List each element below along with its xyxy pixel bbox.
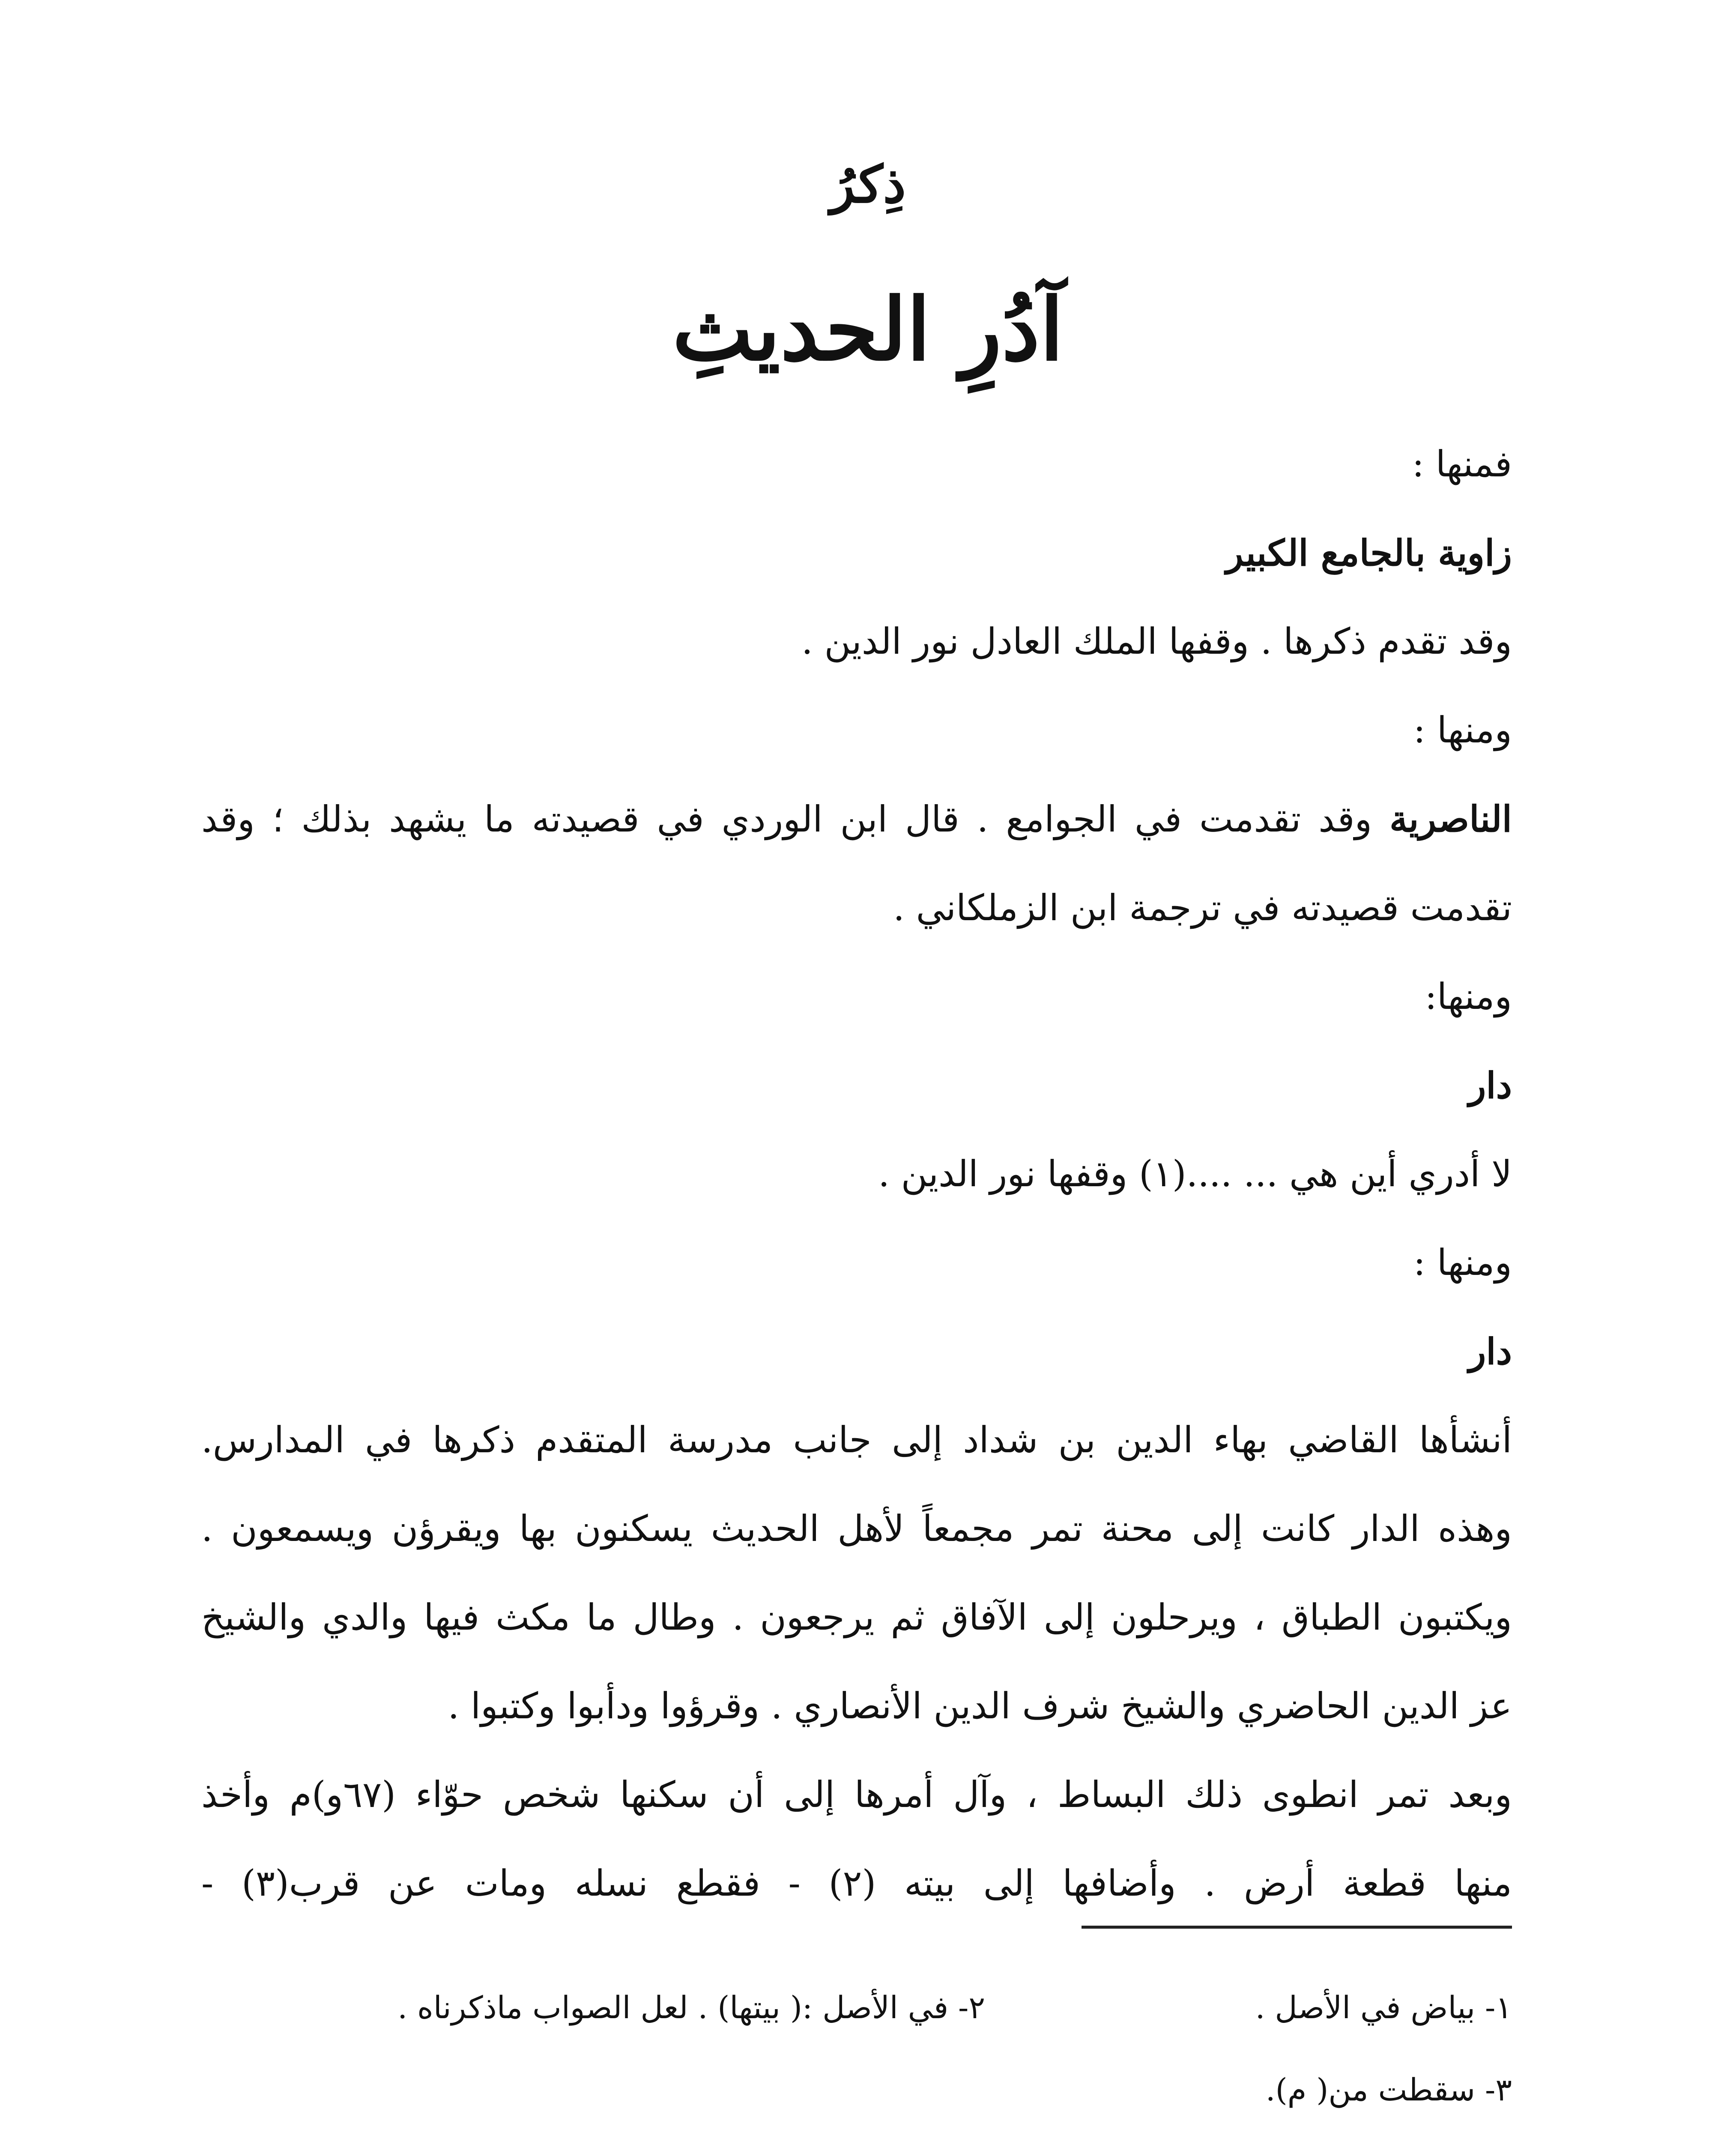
entry-title-dar-2: دار: [1468, 1330, 1512, 1373]
text-line-9: لا أدري أين هي ... ....(١) وقفها نور الدين .: [878, 1153, 1512, 1195]
entry-title-zawiya: زاوية بالجامع الكبير: [1226, 532, 1512, 574]
footnote-divider: [1082, 1926, 1512, 1929]
text-line-17: منها قطعة أرض . وأضافها إلى بيته (٢) - فقطع نسله ومات عن قرب(٣) -: [201, 1862, 1512, 1904]
body-text: [201, 420, 1512, 1928]
text-line-12: أنشأها القاضي بهاء الدين بن شداد إلى جانب مدرسة المتقدم ذكرها في المدارس.: [201, 1419, 1512, 1461]
footnote-1: ١- بياض في الأصل .: [1255, 1989, 1512, 2025]
section-heading-main: آدُرِ الحديثِ: [672, 279, 1064, 380]
text-line-3: وقد تقدم ذكرها . وقفها الملك العادل نور الدين .: [801, 620, 1512, 662]
text-line-5: [201, 775, 1512, 864]
text-line-13: وهذه الدار كانت إلى محنة تمر مجمعاً لأهل الحديث يسكنون بها ويقرؤن ويسمعون .: [201, 1508, 1512, 1550]
text-line-15: عز الدين الحاضري والشيخ شرف الدين الأنصاري . وقرؤوا ودأبوا وكتبوا .: [448, 1685, 1512, 1727]
footnote-3: ٣- سقطت من( م).: [1265, 2072, 1512, 2108]
text-line-1: فمنها :: [1412, 443, 1512, 485]
text-line-7: ومنها:: [1425, 975, 1512, 1017]
footnote-2: ٢- في الأصل :( بيتها) . لعل الصواب ماذكرناه .: [397, 1989, 985, 2025]
text-line-14: ويكتبون الطباق ، ويرحلون إلى الآفاق ثم يرجعون . وطال ما مكث فيها والدي والشيخ: [201, 1596, 1512, 1638]
text-line-16: وبعد تمر انطوى ذلك البساط ، وآل أمرها إلى أن سكنها شخص حوّاء (٦٧و)م وأخذ: [201, 1774, 1512, 1816]
section-heading-small: ذِكرُ: [830, 154, 906, 215]
text-line-6: تقدمت قصيدته في ترجمة ابن الزملكاني .: [893, 887, 1512, 929]
footnote-row-1: [201, 1966, 1512, 2049]
footnotes: [201, 1966, 1512, 2131]
text-line-5-rest: وقد تقدمت في الجوامع . قال ابن الوردي في قصيدته ما يشهد بذلك ؛ وقد: [201, 798, 1390, 840]
text-line-4: ومنها :: [1413, 709, 1512, 751]
text-line-10: ومنها :: [1413, 1242, 1512, 1283]
entry-title-dar-1: دار: [1468, 1064, 1512, 1107]
footnote-row-2: [201, 2049, 1512, 2131]
entry-title-nasiriya: الناصرية: [1389, 798, 1512, 840]
